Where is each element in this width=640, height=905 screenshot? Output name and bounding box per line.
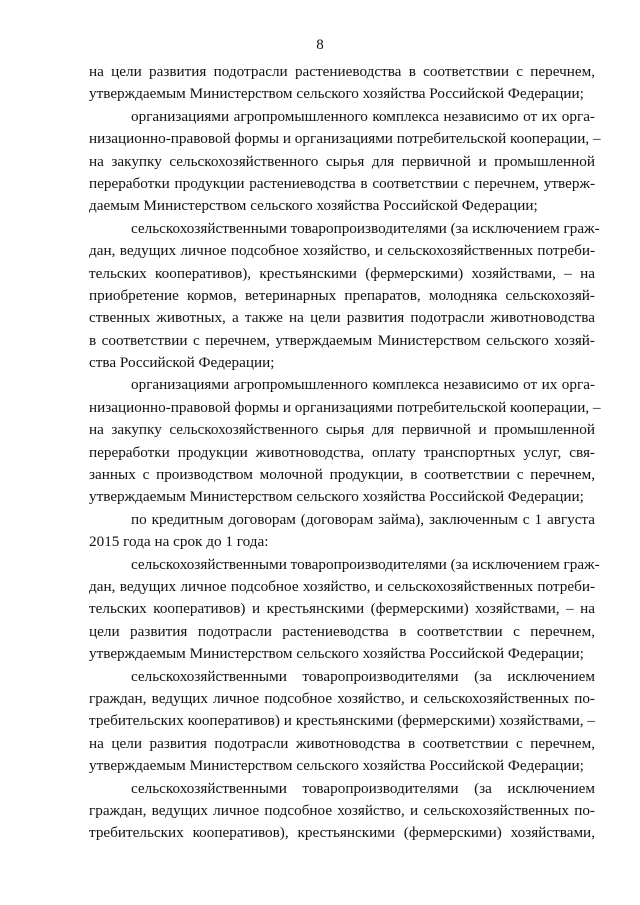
text-line: переработки продукции животноводства, оплату транспортных услуг, свя- [89,443,595,461]
text-line: по кредитным договорам (договорам займа), заключенным с 1 августа [131,510,595,528]
text-line: в соответствии с перечнем, утверждаемым Министерством сельского хозяй- [89,331,595,349]
text-line: сельскохозяйственными товаропроизводителями (за исключением граж- [131,555,600,573]
text-line: сельскохозяйственными товаропроизводителями (за исключением [131,667,595,685]
text-line: на цели развития подотрасли растениеводства в соответствии с перечнем, [89,63,595,80]
text-line: организациями агропромышленного комплекса независимо от их орга- [131,376,595,394]
text-line: низационно-правовой формы и организациями потребительской кооперации, – [89,130,601,148]
text-line: утверждаемым Министерством сельского хозяйства Российской Федерации; [89,645,584,663]
text-line: утверждаемым Министерством сельского хозяйства Российской Федерации; [89,85,584,103]
text-line: ственных животных, а также на цели развития подотрасли животноводства [89,309,595,327]
page-number: 8 [316,37,324,53]
document-body [89,61,601,845]
text-line: утверждаемым Министерством сельского хозяйства Российской Федерации; [89,488,584,506]
text-line: на цели развития подотрасли животноводства в соответствии с перечнем, [89,734,595,752]
text-line: тельских кооперативов) и крестьянскими (фермерскими) хозяйствами, – на [89,600,595,618]
text-line: на закупку сельскохозяйственного сырья для первичной и промышленной [89,421,595,439]
text-line: граждан, ведущих личное подсобное хозяйство, и сельскохозяйственных по- [89,689,595,707]
text-line: дан, ведущих личное подсобное хозяйство, и сельскохозяйственных потреби- [89,242,595,260]
text-line: дан, ведущих личное подсобное хозяйство, и сельскохозяйственных потреби- [89,577,595,595]
text-line: тельских кооперативов), крестьянскими (фермерскими) хозяйствами, – на [89,264,595,282]
text-line: сельскохозяйственными товаропроизводителями (за исключением [131,779,595,797]
text-line: даемым Министерством сельского хозяйства Российской Федерации; [89,197,538,215]
text-line: организациями агропромышленного комплекса независимо от их орга- [131,107,595,125]
text-line: на закупку сельскохозяйственного сырья для первичной и промышленной [89,152,595,170]
text-line: 2015 года на срок до 1 года: [89,533,269,551]
text-line: требительских кооперативов) и крестьянскими (фермерскими) хозяйствами, – [89,712,595,730]
text-line: переработки продукции растениеводства в соответствии с перечнем, утверж- [89,174,595,192]
text-line: граждан, ведущих личное подсобное хозяйство, и сельскохозяйственных по- [89,801,595,819]
text-line: низационно-правовой формы и организациями потребительской кооперации, – [89,398,601,416]
text-line: приобретение кормов, ветеринарных препаратов, молодняка сельскохозяй- [89,286,595,304]
text-line: цели развития подотрасли растениеводства в соответствии с перечнем, [89,622,595,640]
text-line: требительских кооперативов), крестьянскими (фермерскими) хозяйствами, [89,824,595,842]
text-line: утверждаемым Министерством сельского хозяйства Российской Федерации; [89,757,584,775]
text-line: сельскохозяйственными товаропроизводителями (за исключением граж- [131,219,600,237]
text-line: занных с производством молочной продукции, в соответствии с перечнем, [89,466,595,484]
text-line: ства Российской Федерации; [89,354,275,372]
